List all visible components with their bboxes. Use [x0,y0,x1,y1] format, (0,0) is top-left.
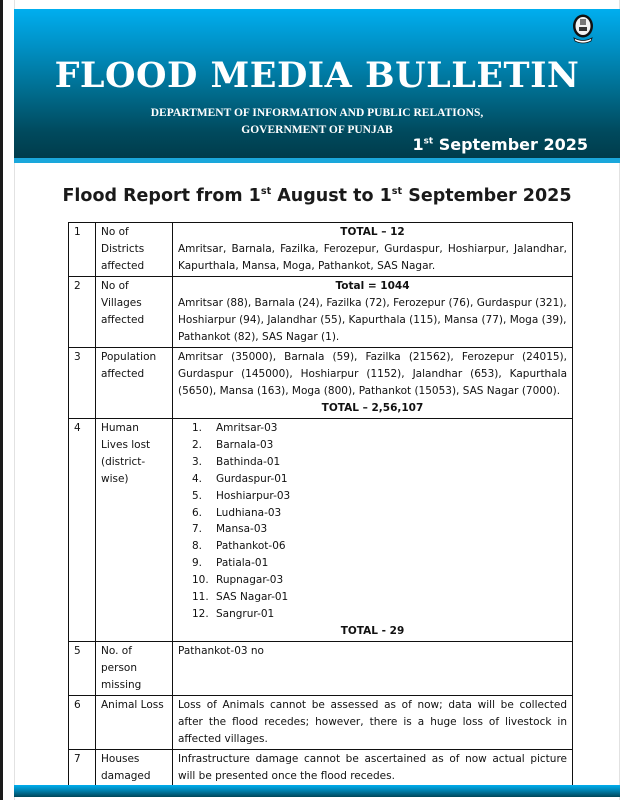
row-label: No of Villages affected [96,277,173,348]
row-total: Total = 1044 [335,280,410,292]
list-text: Hoshiarpur-03 [216,489,291,502]
list-number: 6. [192,506,203,519]
bulletin-title: FLOOD MEDIA BULLETIN [54,55,580,96]
report-title-part: August to 1 [271,186,392,206]
report-title-sup: st [391,186,403,198]
row-number: 3 [69,348,96,419]
list-number: 5. [192,489,203,502]
row-total: TOTAL - 29 [340,624,405,637]
footer-bar [14,785,620,797]
department-name [14,105,620,139]
list-item [192,555,567,572]
list-item [192,505,567,522]
list-number: 1. [192,422,203,434]
list-text: Sangrur-01 [216,607,275,620]
row-label: Animal Loss [96,695,173,749]
list-item [192,606,567,623]
list-number: 7. [192,523,203,536]
report-title-part: September 2025 [402,186,572,206]
row-total: TOTAL – 2,56,107 [321,402,424,414]
list-text: Bathinda-01 [216,455,281,468]
list-item [192,471,567,488]
window-left-edge [0,0,3,800]
list-text: Gurdaspur-01 [216,472,288,485]
row-number: 6 [69,695,96,749]
row-number: 2 [69,277,96,348]
table-row [69,749,573,786]
row-details [173,223,573,277]
list-text: SAS Nagar-01 [216,591,289,604]
list-text: Rupnagar-03 [216,574,284,587]
row-details [173,277,573,348]
list-item [192,538,567,555]
list-text: Mansa-03 [216,523,268,536]
table-row [69,695,573,749]
list-number: 3. [192,455,203,468]
department-line-1: DEPARTMENT OF INFORMATION AND PUBLIC RELATIONS, [150,107,484,119]
row-number: 1 [69,223,96,277]
row-number: 5 [69,641,96,695]
list-item [192,589,567,606]
row-text: Infrastructure damage cannot be ascertained as of now actual picture will be presented once the flood recedes. [173,749,573,786]
row-details [173,419,573,642]
row-total: TOTAL – 12 [340,226,405,238]
list-item [192,420,567,437]
date-day: 1 [412,135,424,154]
row-label: No of Districts affected [96,223,173,277]
row-label: Human Lives lost (district-wise) [96,419,173,642]
list-item [192,488,567,505]
report-title-sup: st [260,186,272,198]
list-text: Ludhiana-03 [216,506,282,519]
table-row [69,223,573,277]
row-number: 7 [69,749,96,786]
row-text: Amritsar (35000), Barnala (59), Fazilka (21562), Ferozepur (24015), Gurdaspur (145000), Hoshiarpur (1152), Jalandhar (653), Kapurthala (5650), Mansa (163), Moga (800), Pathankot (15053), SAS Nagar (7000). [178,351,567,397]
list-text: Patiala-01 [216,557,269,570]
list-number: 11. [192,591,209,604]
list-item [192,572,567,589]
row-text: Pathankot-03 no [173,641,573,695]
list-text: Barnala-03 [216,438,274,451]
list-number: 9. [192,557,203,570]
report-title-part: Flood Report from 1 [62,186,261,206]
row-text: Amritsar, Barnala, Fazilka, Ferozepur, Gurdaspur, Hoshiarpur, Jalandhar, Kapurthala, Mansa, Moga, Pathankot, SAS Nagar. [178,243,567,272]
list-number: 2. [192,438,203,451]
list-text: Pathankot-06 [216,540,286,553]
list-item [192,437,567,454]
list-number: 10. [192,574,209,587]
header-accent-strip [14,158,620,163]
table-row [69,641,573,695]
state-emblem-icon [572,14,594,44]
list-number: 4. [192,472,203,485]
report-title [14,186,620,206]
row-text: Amritsar (88), Barnala (24), Fazilka (72), Ferozepur (76), Gurdaspur (321), Hoshiarpur (94), Jalandhar (55), Kapurthala (115), Mansa (77), Moga (39), Pathankot (82), SAS Nagar (1). [178,297,567,343]
lives-lost-list [178,420,567,623]
list-number: 12. [192,607,209,620]
row-details [173,348,573,419]
list-text: Amritsar-03 [216,422,278,434]
row-text: Loss of Animals cannot be assessed as of now; data will be collected after the flood recedes; however, there is a huge loss of livestock in affected villages. [173,695,573,749]
list-number: 8. [192,540,203,553]
list-item [192,454,567,471]
flood-report-table [68,222,573,787]
row-label: Houses damaged [96,749,173,786]
row-number: 4 [69,419,96,642]
date-suffix: st [423,136,434,147]
bulletin-date [413,135,588,154]
row-label: No. of person missing [96,641,173,695]
list-item [192,521,567,538]
date-month-year: September 2025 [433,135,588,154]
table-row [69,277,573,348]
row-label: Population affected [96,348,173,419]
table-row [69,348,573,419]
table-row [69,419,573,642]
department-line-2: GOVERNMENT OF PUNJAB [241,124,393,136]
